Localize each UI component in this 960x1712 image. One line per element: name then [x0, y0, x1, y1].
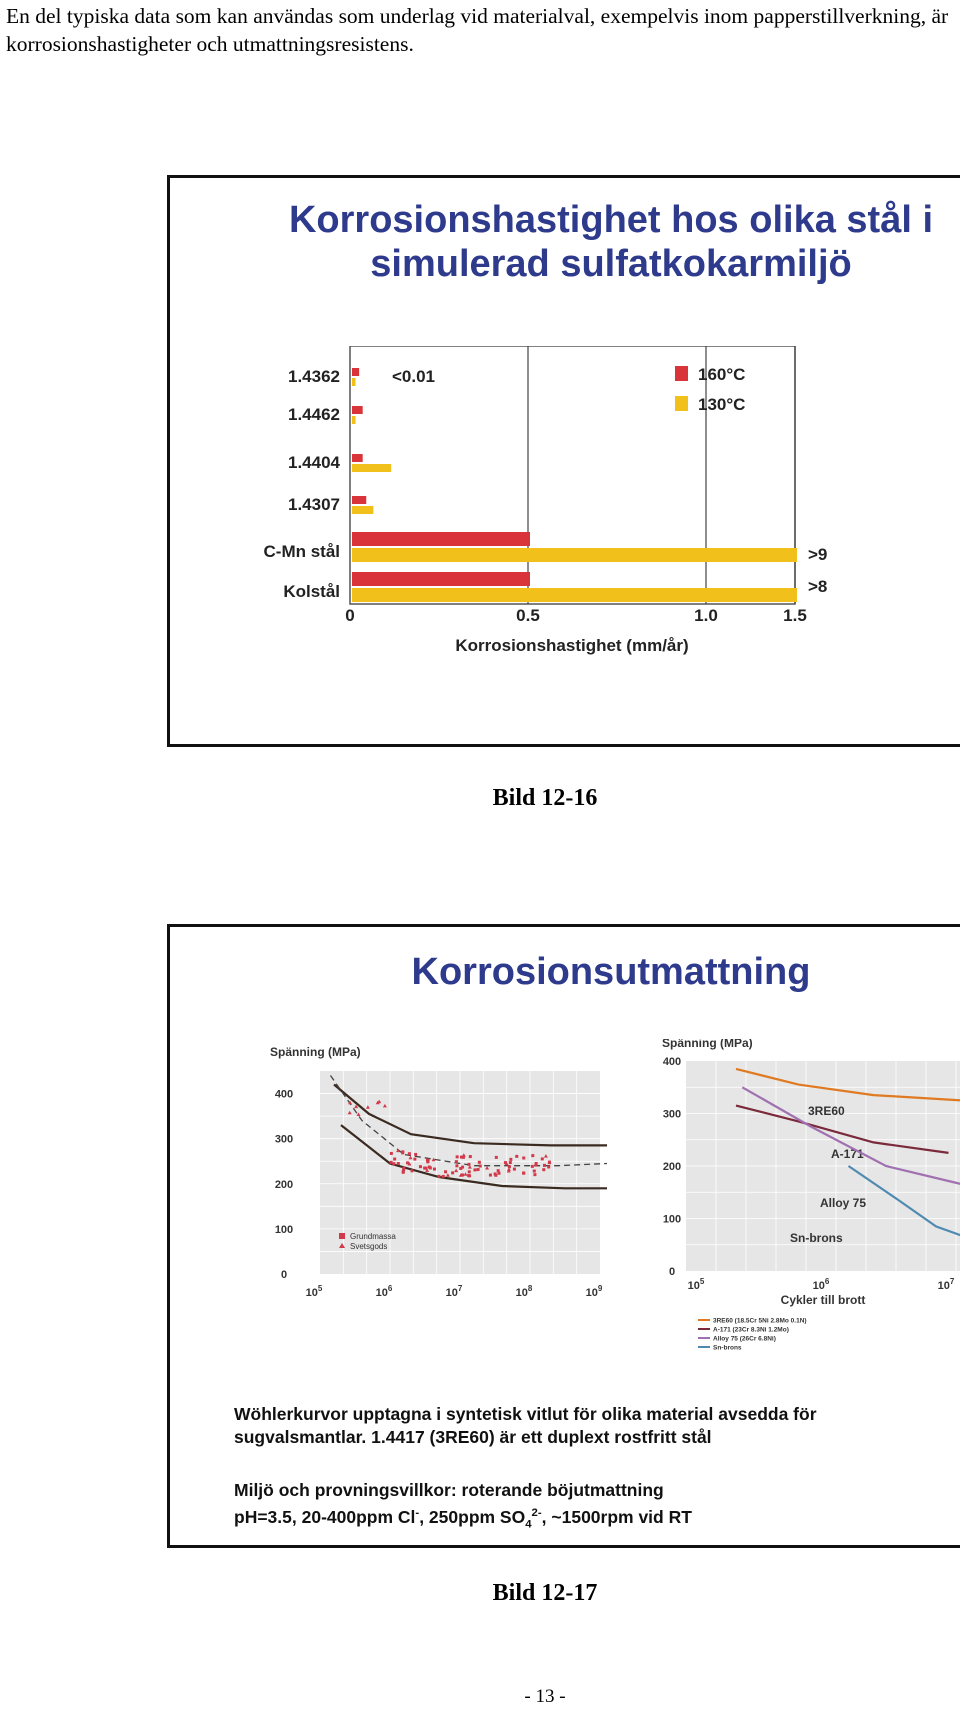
data-point-grundmassa — [541, 1157, 544, 1160]
data-point-grundmassa — [408, 1152, 411, 1155]
data-point-grundmassa — [494, 1172, 497, 1175]
x-tick-label: $10^5$ — [687, 1277, 705, 1292]
legend-swatch — [675, 366, 688, 381]
data-point-grundmassa — [548, 1161, 551, 1164]
data-point-grundmassa — [459, 1167, 462, 1170]
description-2-line2: pH=3.5, 20-400ppm Cl-, 250ppm $SO_4^{2-}$, ~1500rpm vid RT — [234, 1506, 692, 1531]
data-point-grundmassa — [535, 1162, 538, 1165]
description-1-line1: Wöhlerkurvor upptagna i syntetisk vitlut för olika material avsedda för — [234, 1404, 817, 1424]
x-tick-label: 1.5 — [783, 606, 807, 625]
data-point-grundmassa — [426, 1159, 429, 1162]
data-point-grundmassa — [489, 1174, 492, 1177]
series-label: 3RE60 — [808, 1104, 845, 1118]
y-tick-label: 100 — [274, 1223, 294, 1236]
bar-130 — [352, 548, 797, 562]
data-point-grundmassa — [467, 1174, 470, 1177]
figure2-caption: Bild 12-17 — [492, 1580, 598, 1606]
x-axis-label: Cykler till brott — [780, 1293, 866, 1307]
data-point-grundmassa — [429, 1166, 432, 1169]
intro-paragraph: En del typiska data som kan användas som underlag vid materialval, exempelvis inom papperstillverkning, är korrosionshastigheter och utmattningsresistens. — [6, 4, 949, 56]
data-point-grundmassa — [397, 1162, 400, 1165]
data-point-grundmassa — [495, 1156, 498, 1159]
data-point-grundmassa — [390, 1152, 393, 1155]
category-label: Kolstål — [283, 582, 340, 601]
x-axis-label: Korrosionshastighet (mm/år) — [455, 636, 689, 655]
bar-130 — [352, 506, 373, 514]
bar-160 — [352, 532, 530, 546]
series-label: A-171 — [831, 1147, 864, 1161]
data-point-grundmassa — [414, 1153, 417, 1156]
series-label: Alloy 75 — [820, 1196, 867, 1210]
x-tick-label: 0 — [345, 606, 355, 625]
data-point-grundmassa — [424, 1167, 427, 1170]
data-point-grundmassa — [460, 1156, 463, 1159]
data-point-grundmassa — [455, 1164, 458, 1167]
bar-160 — [352, 368, 359, 376]
value-label: >9 — [808, 545, 828, 564]
y-tick-label: 200 — [274, 1178, 294, 1191]
data-point-grundmassa — [402, 1167, 405, 1170]
data-point-grundmassa — [533, 1173, 536, 1176]
data-point-grundmassa — [531, 1165, 534, 1168]
data-point-grundmassa — [419, 1165, 422, 1168]
figure2-description-1 — [234, 1403, 817, 1449]
data-point-grundmassa — [393, 1158, 396, 1161]
data-point-grundmassa — [469, 1155, 472, 1158]
bar-160 — [352, 496, 366, 504]
data-point-grundmassa — [467, 1163, 470, 1166]
figure2-description-2 — [234, 1479, 692, 1536]
x-tick-label: $10^5$ — [305, 1284, 323, 1299]
figure1-caption: Bild 12-16 — [492, 785, 598, 811]
data-point-grundmassa — [406, 1161, 409, 1164]
y-axis-label: Spänning (MPa) — [270, 1045, 361, 1059]
bar-130 — [352, 464, 391, 472]
y-tick-label: 0 — [668, 1266, 676, 1278]
y-tick-label: 0 — [280, 1269, 288, 1281]
data-point-grundmassa — [444, 1170, 447, 1173]
data-point-grundmassa — [508, 1165, 511, 1168]
data-point-grundmassa — [413, 1158, 416, 1161]
figure-corrosion-fatigue-panel — [167, 924, 960, 1548]
category-label: 1.4307 — [288, 495, 340, 514]
x-tick-label: $10^9$ — [585, 1284, 603, 1299]
fatigue-wohler-chart — [656, 1039, 960, 1399]
legend-label: 130°C — [698, 395, 746, 414]
category-label: 1.4462 — [288, 405, 340, 424]
data-point-grundmassa — [392, 1162, 395, 1165]
data-point-grundmassa — [543, 1164, 546, 1167]
data-point-grundmassa — [542, 1168, 545, 1171]
data-point-grundmassa — [497, 1172, 500, 1175]
data-point-grundmassa — [515, 1155, 518, 1158]
data-point-grundmassa — [479, 1165, 482, 1168]
x-tick-label: 1.0 — [694, 606, 718, 625]
data-point-grundmassa — [401, 1150, 404, 1153]
description-1-line2: sugvalsmantlar. 1.4417 (3RE60) är ett duplext rostfritt stål — [234, 1427, 712, 1447]
data-point-grundmassa — [468, 1170, 471, 1173]
x-tick-label: $10^7$ — [937, 1277, 955, 1292]
legend-label: Alloy 75 (26Cr 6.8Ni) — [713, 1335, 776, 1343]
series-label: Sn-brons — [790, 1231, 843, 1245]
data-point-grundmassa — [437, 1175, 440, 1178]
data-point-grundmassa — [509, 1161, 512, 1164]
figure2-title: Korrosionsutmattning — [411, 951, 811, 993]
y-axis-label: Spänning (MPa) — [662, 1039, 753, 1050]
x-tick-label: $10^7$ — [445, 1284, 463, 1299]
figure-corrosion-rate-panel — [167, 175, 960, 747]
data-point-grundmassa — [547, 1165, 550, 1168]
corrosion-rate-bar-chart — [170, 346, 960, 736]
figure1-title — [170, 198, 960, 286]
data-point-grundmassa — [442, 1175, 445, 1178]
data-point-grundmassa — [533, 1170, 536, 1173]
legend-label: 3RE60 (18.5Cr 5Ni 2.8Mo 0.1N) — [713, 1317, 807, 1325]
data-point-grundmassa — [390, 1161, 393, 1164]
legend-label: Grundmassa — [350, 1232, 396, 1241]
y-tick-label: 300 — [662, 1108, 682, 1121]
description-2-line1: Miljö och provningsvillkor: roterande böjutmattning — [234, 1480, 664, 1500]
y-tick-label: 400 — [274, 1088, 294, 1101]
bar-160 — [352, 454, 363, 462]
y-tick-label: 300 — [274, 1133, 294, 1146]
bar-130 — [352, 588, 797, 602]
legend-label: A-171 (23Cr 8.3Ni 1.2Mo) — [713, 1326, 789, 1334]
data-point-grundmassa — [477, 1168, 480, 1171]
legend-swatch-grundmassa — [339, 1233, 345, 1239]
data-point-grundmassa — [522, 1171, 525, 1174]
data-point-grundmassa — [451, 1171, 454, 1174]
y-tick-label: 200 — [662, 1161, 682, 1173]
data-point-grundmassa — [531, 1154, 534, 1157]
data-point-grundmassa — [478, 1161, 481, 1164]
value-label: >8 — [808, 577, 828, 596]
data-point-grundmassa — [509, 1158, 512, 1161]
y-tick-label: 100 — [662, 1213, 682, 1226]
bar-160 — [352, 406, 363, 414]
data-point-grundmassa — [473, 1168, 476, 1171]
y-tick-label: 400 — [662, 1056, 682, 1068]
x-tick-label: $10^6$ — [375, 1284, 393, 1299]
category-label: 1.4362 — [288, 367, 340, 386]
data-point-grundmassa — [513, 1168, 516, 1171]
legend-swatch — [675, 396, 688, 411]
legend-label: Svetsgods — [350, 1242, 388, 1251]
value-label: <0.01 — [392, 367, 436, 386]
data-point-grundmassa — [433, 1168, 436, 1171]
data-point-grundmassa — [456, 1155, 459, 1158]
legend-label: 160°C — [698, 365, 746, 384]
page-number: - 13 - — [524, 1686, 566, 1707]
fatigue-scatter-chart — [270, 1039, 615, 1329]
bar-130 — [352, 416, 356, 424]
data-point-grundmassa — [522, 1156, 525, 1159]
bar-130 — [352, 378, 356, 386]
x-tick-label: $10^8$ — [515, 1284, 533, 1299]
x-tick-label: 0.5 — [516, 606, 540, 625]
bar-160 — [352, 572, 530, 586]
data-point-grundmassa — [455, 1160, 458, 1163]
legend-label: Sn-brons — [713, 1344, 742, 1352]
data-point-grundmassa — [411, 1169, 414, 1172]
figure1-title-line1: Korrosionshastighet hos olika stål i — [288, 199, 933, 241]
category-label: 1.4404 — [288, 453, 340, 472]
figure1-title-line2: simulerad sulfatkokarmiljö — [370, 243, 852, 285]
x-tick-label: $10^6$ — [812, 1277, 830, 1292]
category-label: C-Mn stål — [263, 542, 340, 561]
